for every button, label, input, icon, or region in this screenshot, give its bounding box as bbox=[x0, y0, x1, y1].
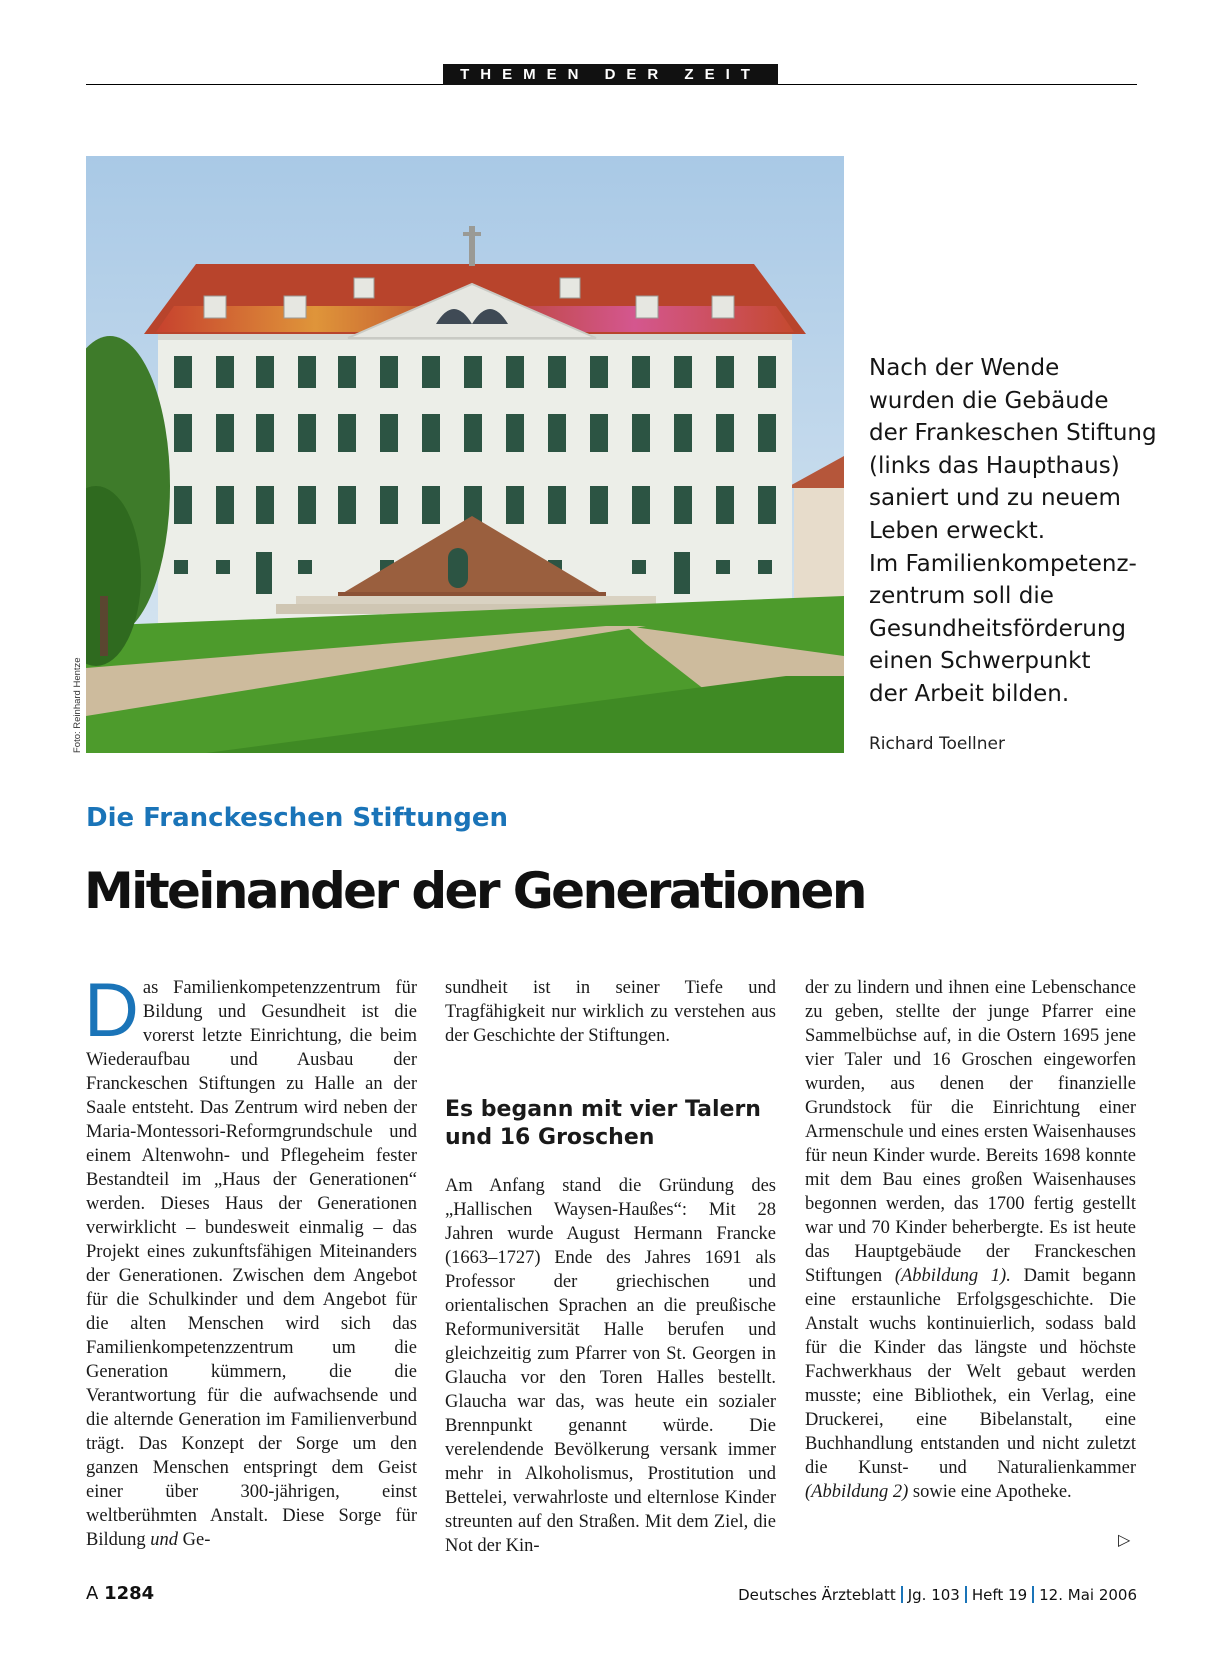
drop-cap: D bbox=[84, 968, 139, 1053]
quote-line: wurden die Gebäude bbox=[869, 387, 1109, 414]
paragraph-text: as Familienkompetenzzentrum für Bildung und Gesundheit ist die vorerst letzte Einrichtung, die beim Wiederaufbau und Ausbau der Franckeschen Stiftungen zu Halle an der Saale entsteht. Das Zentrum wird neben der Maria-Montessori-Reformgrundschule und einem Altenwohn- und Pflegeheim fester Bestandteil im „Haus der Generationen“ werden. Dieses Haus der Generationen verwirklicht – bundesweit einmalig – das Projekt eines zukunftsfähigen Miteinanders der Generationen. Zwischen dem Angebot für die Schulkinder und dem Angebot für die alten Menschen wird sich das Familienkompetenzzentrum um die Generation kümmern, die die Verantwortung für die aufwachsende und die alternde Generation im Familienverbund trägt. Das Konzept der Sorge um den ganzen Menschen entspringt dem Geist einer über 300-jährigen, einst weltberühmten Anstalt. Diese Sorge für Bildung bbox=[86, 978, 417, 1550]
figure-reference: (Abbildung 1). bbox=[894, 1266, 1011, 1286]
footer-meta bbox=[738, 1586, 1137, 1604]
quote-line: (links das Haupthaus) bbox=[869, 452, 1120, 479]
separator bbox=[901, 1586, 903, 1603]
issue: Heft 19 bbox=[971, 1586, 1028, 1604]
article-column-1 bbox=[84, 968, 417, 1552]
quote-line: einen Schwerpunkt bbox=[869, 648, 1091, 675]
journal-name: Deutsches Ärzteblatt bbox=[738, 1586, 896, 1604]
page-number bbox=[86, 1583, 154, 1604]
paragraph: sundheit ist in seiner Tiefe und Tragfähigkeit nur wirklich zu verstehen aus der Geschichte der Stiftungen. bbox=[445, 978, 776, 1046]
article-headline: Miteinander der Generationen bbox=[84, 862, 865, 920]
paragraph-text: sowie eine Apotheke. bbox=[908, 1482, 1072, 1502]
quote-line: der Frankeschen Stiftung bbox=[869, 420, 1157, 447]
quote-line: der Arbeit bilden. bbox=[869, 680, 1070, 707]
paragraph-text: Damit begann eine erstaunliche Erfolgsgeschichte. Die Anstalt wuchs kontinuierlich, sodass bald für die Kinder das längste und höchste Fachwerkhaus der Welt gebaut werden musste; eine Bibliothek, ein Verlag, eine Druckerei, eine Bibelanstalt, eine Buchhandlung entstanden und nicht zuletzt die Kunst- und Naturalienkammer bbox=[805, 1266, 1136, 1478]
issue-date: 12. Mai 2006 bbox=[1039, 1586, 1137, 1604]
quote-line: Im Familienkompetenz- bbox=[869, 550, 1137, 577]
building-photo-illustration bbox=[86, 156, 844, 753]
paragraph-text: Ge- bbox=[178, 1530, 211, 1550]
quote-line: Leben erweckt. bbox=[869, 517, 1046, 544]
pull-quote bbox=[869, 352, 1169, 711]
emphasis: und bbox=[150, 1530, 178, 1550]
section-subheading: Es begann mit vier Talern und 16 Groschen bbox=[445, 1097, 761, 1150]
volume: Jg. 103 bbox=[907, 1586, 960, 1604]
photo-credit: Foto: Reinhard Hentze bbox=[72, 657, 83, 753]
separator bbox=[965, 1586, 967, 1603]
quote-line: Gesundheitsförderung bbox=[869, 615, 1127, 642]
page-prefix: A bbox=[86, 1583, 99, 1604]
article-column-3 bbox=[805, 976, 1136, 1504]
building-photo bbox=[86, 156, 844, 753]
quote-line: Nach der Wende bbox=[869, 355, 1060, 381]
page-number-value: 1284 bbox=[104, 1583, 155, 1604]
separator bbox=[1032, 1586, 1034, 1603]
article-column-2 bbox=[445, 976, 776, 1558]
paragraph: Am Anfang stand die Gründung des „Hallischen Waysen-Haußes“: Mit 28 Jahren wurde August Hermann Francke (1663–1727) Ende des Jahres 1691 als Professor der griechischen und orientalischen Sprachen an die preußische Reformuniversität Halle berufen und gleichzeitig zum Pfarrer von St. Georgen in Glaucha vor den Toren Halles bestellt. Glaucha war das, was heute ein sozialer Brennpunkt genannt würde. Die verelendende Bevölkerung versank immer mehr in Alkoholismus, Prostitution und Bettelei, verwahrloste und elternlose Kinder streunten auf den Straßen. Mit dem Ziel, die Not der Kin- bbox=[445, 1176, 776, 1556]
paragraph-text: der zu lindern und ihnen eine Lebenschance zu geben, stellte der junge Pfarrer eine Sammelbüchse auf, in die Ostern 1695 jene vier Taler und 16 Groschen eingeworfen wurden, aus denen der finanzielle Grundstock für die Einrichtung einer Armenschule und eines ersten Waisenhauses für neun Kinder wurde. Bereits 1698 konnte mit dem Bau eines großen Waisenhauses begonnen werden, das 1700 fertig gestellt war und 70 Kinder beherbergte. Es ist heute das Hauptgebäude der Franckeschen Stiftungen bbox=[805, 978, 1136, 1286]
figure-reference: (Abbildung 2) bbox=[805, 1482, 909, 1502]
section-tag: THEMEN DER ZEIT bbox=[443, 64, 778, 85]
quote-author: Richard Toellner bbox=[869, 734, 1005, 754]
paragraph bbox=[84, 968, 417, 1552]
article-kicker: Die Franckeschen Stiftungen bbox=[86, 803, 508, 833]
quote-line: saniert und zu neuem bbox=[869, 485, 1121, 512]
paragraph bbox=[805, 976, 1136, 1504]
quote-line: zentrum soll die bbox=[869, 583, 1054, 610]
triangle-right-icon: ▷ bbox=[1118, 1530, 1131, 1549]
